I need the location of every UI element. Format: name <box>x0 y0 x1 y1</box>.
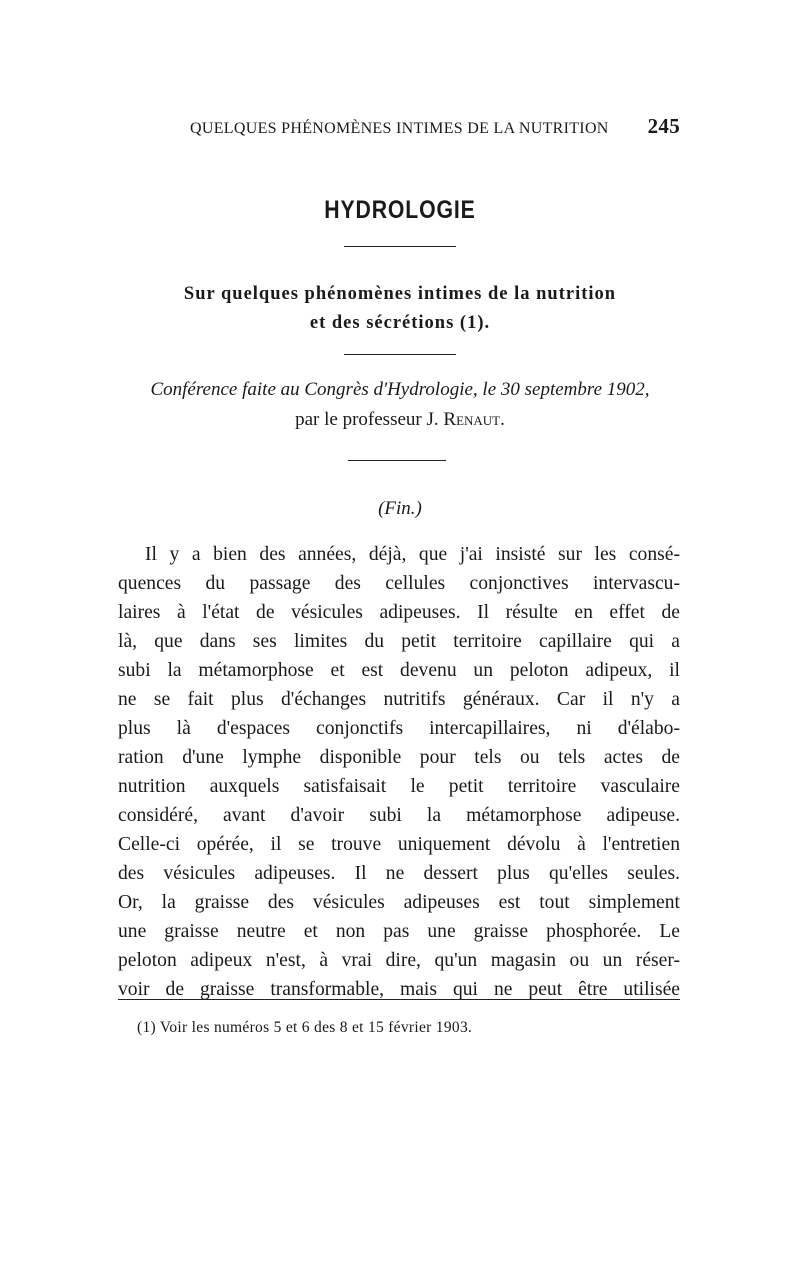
section-title: HYDROLOGIE <box>324 196 476 224</box>
subtitle-divider <box>344 354 456 355</box>
running-head <box>190 114 680 139</box>
body-line: considéré, avant d'avoir subi la métamorphose adipeuse. <box>118 805 680 826</box>
body-line: une graisse neutre et non pas une graisse phosphorée. Le <box>118 921 680 942</box>
body-line: ration d'une lymphe disponible pour tels ou tels actes de <box>118 747 680 768</box>
body-line: nutrition auxquels satisfaisait le petit territoire vasculaire <box>118 776 680 797</box>
byline-period: . <box>500 409 505 430</box>
fin-marker: (Fin.) <box>378 498 422 519</box>
body-line: voir de graisse transformable, mais qui ne peut être utilisée <box>118 979 680 1000</box>
conference-divider <box>348 460 446 461</box>
author-name: Renaut <box>443 409 501 430</box>
body-line: plus là d'espaces conjonctifs intercapillaires, ni d'élabo- <box>118 718 680 739</box>
body-line: des vésicules adipeuses. Il ne dessert plus qu'elles seules. <box>118 863 680 884</box>
body-paragraph <box>118 540 680 1004</box>
body-line: quences du passage des cellules conjonctives intervascu- <box>118 573 680 594</box>
title-divider <box>344 246 456 247</box>
footnote: (1) Voir les numéros 5 et 6 des 8 et 15 février 1903. <box>137 1019 473 1036</box>
conference-byline: par le professeur J. <box>295 409 439 430</box>
conference-note: Conférence faite au Congrès d'Hydrologie, le 30 septembre 1902, <box>150 379 650 400</box>
body-line: Celle-ci opérée, il se trouve uniquement dévolu à l'entretien <box>118 834 680 855</box>
page-number: 245 <box>647 114 680 138</box>
body-line: ne se fait plus d'échanges nutritifs généraux. Car il n'y a <box>118 689 680 710</box>
conference-line-1 <box>0 375 800 405</box>
conference-line-2 <box>0 405 800 435</box>
body-line: laires à l'état de vésicules adipeuses. Il résulte en effet de <box>118 602 680 623</box>
article-title-line-1: Sur quelques phénomènes intimes de la nutrition <box>183 284 617 304</box>
body-line: là, que dans ses limites du petit territoire capillaire qui a <box>118 631 680 652</box>
article-title-line-2: et des sécrétions (1). <box>309 313 491 333</box>
running-head-title: QUELQUES PHÉNOMÈNES INTIMES DE LA NUTRITION <box>190 120 609 137</box>
body-line: subi la métamorphose et est devenu un peloton adipeux, il <box>118 660 680 681</box>
body-line: Or, la graisse des vésicules adipeuses est tout simplement <box>118 892 680 913</box>
body-line: peloton adipeux n'est, à vrai dire, qu'un magasin ou un réser- <box>118 950 680 971</box>
body-line: Il y a bien des années, déjà, que j'ai insisté sur les consé- <box>145 544 680 565</box>
footnote-divider <box>118 999 680 1000</box>
